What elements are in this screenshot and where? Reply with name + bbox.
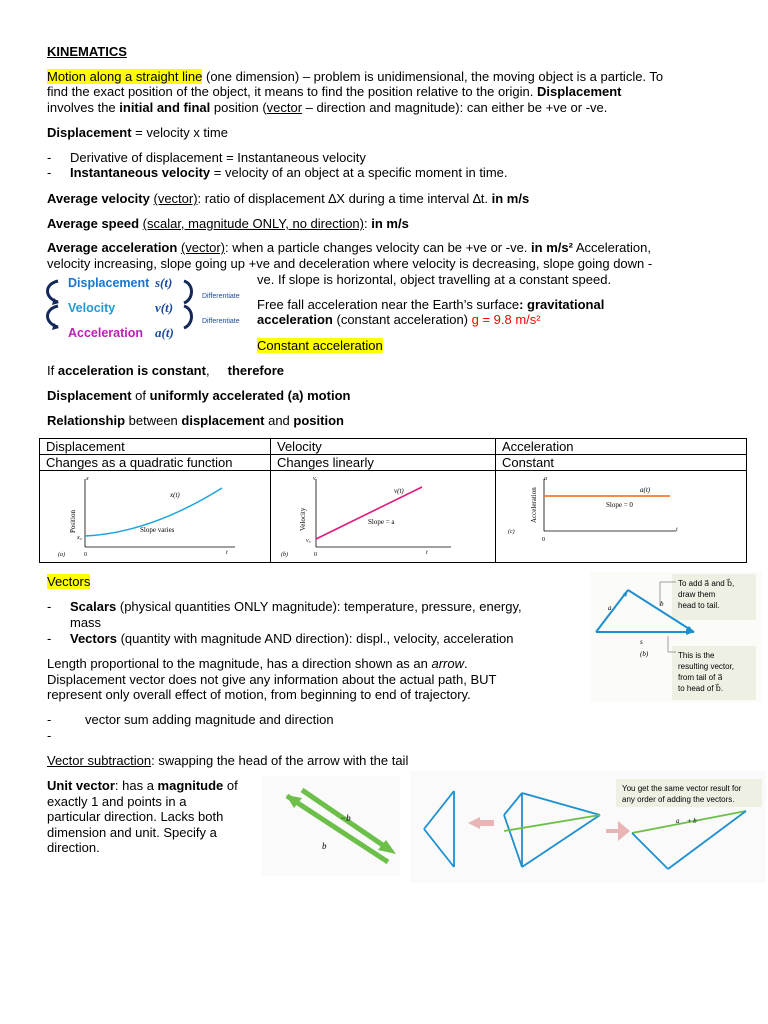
intro-line-2: find the exact position of the object, it means to find the position relative to the origin. Displacement [47, 84, 622, 99]
svg-text:to head of b⃗.: to head of b⃗. [678, 684, 724, 693]
a-symbol: a(t) [155, 325, 174, 340]
uam-heading: Displacement of uniformly accelerated (a) motion [47, 388, 351, 403]
svg-text:0: 0 [542, 537, 545, 543]
bullet-dash: - [47, 631, 52, 646]
negative-vector-figure [262, 776, 400, 876]
table-cell: Changes linearly [271, 455, 496, 471]
svg-text:−b⃗: −b⃗ [340, 813, 358, 823]
avg-velocity: Average velocity (vector): ratio of displacement ∆X during a time interval ∆t. in m/s [47, 191, 530, 206]
svg-text:from tail of a⃗: from tail of a⃗ [678, 673, 723, 682]
length-line-3: represent only overall effect of motion, from beginning to end of trajectory. [47, 687, 471, 702]
differentiate-diagram [42, 272, 252, 346]
table-cell: Constant [496, 455, 747, 471]
table-header: Acceleration [496, 439, 747, 455]
svg-text:x₀: x₀ [77, 535, 82, 541]
svg-text:To add a⃗ and b⃗,: To add a⃗ and b⃗, [678, 579, 735, 588]
s-symbol: s(t) [155, 275, 173, 290]
y-axis-label: Acceleration [530, 487, 538, 523]
bullet-vectors: Vectors (quantity with magnitude AND direction): displ., velocity, acceleration [70, 631, 514, 646]
relationship-heading: Relationship between displacement and position [47, 413, 344, 428]
unit-vector-text: Unit vector: has a magnitude of exactly 1 and points in a particular direction. Lacks both dimension and unit. Specify a direction. [47, 778, 238, 855]
graph-cell [496, 471, 747, 563]
svg-text:x(t): x(t) [170, 491, 180, 499]
y-axis-label: Position [69, 510, 77, 533]
table-cell: Changes as a quadratic function [40, 455, 271, 471]
svg-text:Slope varies: Slope varies [140, 526, 175, 534]
svg-text:b⃗: b⃗ [322, 841, 334, 851]
avg-acc-line-2: velocity increasing, slope going up +ve and deceleration where velocity is decreasing, slope going down - [47, 256, 653, 271]
curl-arrow-1 [48, 281, 59, 302]
constant-acc-heading: Constant acceleration [257, 338, 383, 353]
bullet-dash: - [47, 150, 52, 165]
table-header: Velocity [271, 439, 496, 455]
svg-text:Slope = a: Slope = a [368, 518, 395, 526]
graph-cell [271, 471, 496, 563]
curl-arrow-2 [48, 306, 59, 327]
position-graph [40, 471, 270, 559]
svg-text:(a): (a) [58, 552, 65, 558]
svg-text:t: t [226, 550, 228, 556]
svg-text:a⃗ + b⃗: a⃗ + b⃗ [676, 817, 703, 825]
linear-line [316, 487, 422, 539]
avg-acc-line-1: Average acceleration (vector): when a particle changes velocity can be +ve or -ve. in m/s² Acceleration, [47, 240, 651, 255]
acc-label: Acceleration [68, 326, 144, 340]
svg-text:t: t [426, 550, 428, 556]
svg-text:Slope = 0: Slope = 0 [606, 501, 633, 509]
svg-text:s⃗: s⃗ [640, 638, 649, 646]
bullet-instantaneous: Instantaneous velocity = velocity of an object at a specific moment in time. [70, 165, 508, 180]
velocity-graph [271, 471, 495, 559]
bullet-dash: - [47, 728, 52, 743]
bullet-vector-sum: vector sum adding magnitude and direction [85, 712, 334, 727]
svg-text:t: t [676, 527, 678, 533]
if-acc-constant: If acceleration is constant, therefore [47, 363, 284, 378]
vector-associativity-figure [410, 771, 766, 883]
graph-cell [40, 471, 271, 563]
svg-text:a⃗: a⃗ [608, 604, 617, 612]
bullet-dash: - [47, 712, 52, 727]
bullet-dash: - [47, 599, 52, 614]
disp-label: Displacement [68, 276, 150, 290]
y-axis-label: Velocity [299, 507, 307, 531]
length-line-1: Length proportional to the magnitude, has a direction shown as an arrow. [47, 656, 468, 671]
differentiate-label-2: Differentiate [202, 318, 240, 325]
table-header: Displacement [40, 439, 271, 455]
acceleration-graph [496, 471, 746, 559]
svg-text:x: x [86, 476, 89, 482]
differentiate-label-1: Differentiate [202, 293, 240, 300]
svg-text:head to tail.: head to tail. [678, 601, 720, 610]
table-row [40, 455, 747, 471]
page-title: KINEMATICS [47, 44, 127, 59]
length-line-2: Displacement vector does not give any information about the actual path, BUT [47, 672, 497, 687]
intro-line-3: involves the initial and final position (vector – direction and magnitude): can either be +ve or -ve. [47, 100, 608, 115]
svg-text:a: a [544, 476, 547, 482]
kinematics-table [39, 438, 747, 563]
svg-text:0: 0 [314, 552, 317, 558]
svg-text:draw them: draw them [678, 590, 716, 599]
svg-text:(b): (b) [640, 650, 649, 658]
bullet-derivative: Derivative of displacement = Instantaneous velocity [70, 150, 366, 165]
svg-text:any order of adding the vector: any order of adding the vectors. [622, 795, 735, 804]
svg-text:a(t): a(t) [640, 486, 651, 494]
vectors-heading: Vectors [47, 574, 91, 589]
vector-addition-figure [590, 572, 762, 702]
avg-speed: Average speed (scalar, magnitude ONLY, no direction): in m/s [47, 216, 409, 231]
svg-text:(c): (c) [508, 529, 515, 535]
table-header-row [40, 439, 747, 455]
avg-acc-line-3: ve. If slope is horizontal, object travelling at a constant speed. [257, 272, 612, 287]
displacement-def: Displacement = velocity x time [47, 125, 228, 140]
svg-text:(b): (b) [281, 552, 288, 558]
bullet-scalars: Scalars (physical quantities ONLY magnitude): temperature, pressure, energy, mass [70, 599, 522, 630]
v-symbol: v(t) [155, 300, 174, 315]
svg-text:0: 0 [84, 552, 87, 558]
intro-line-1: Motion along a straight line (one dimension) – problem is unidimensional, the moving object is a particle. To [47, 69, 664, 84]
svg-text:resulting vector,: resulting vector, [678, 662, 735, 671]
svg-text:You get the same vector result: You get the same vector result for [622, 784, 742, 793]
vel-label: Velocity [68, 301, 116, 315]
svg-text:This is the: This is the [678, 651, 715, 660]
freefall-line-1: Free fall acceleration near the Earth’s surface: gravitational [257, 297, 605, 312]
svg-text:v: v [313, 476, 316, 482]
bullet-dash: - [47, 165, 52, 180]
svg-text:v₀: v₀ [306, 538, 311, 544]
vector-subtraction: Vector subtraction: swapping the head of the arrow with the tail [47, 753, 409, 768]
svg-text:v(t): v(t) [394, 487, 404, 495]
svg-text:b⃗: b⃗ [660, 600, 669, 608]
table-row [40, 471, 747, 563]
freefall-line-2: acceleration (constant acceleration) g = 9.8 m/s² [257, 312, 541, 327]
